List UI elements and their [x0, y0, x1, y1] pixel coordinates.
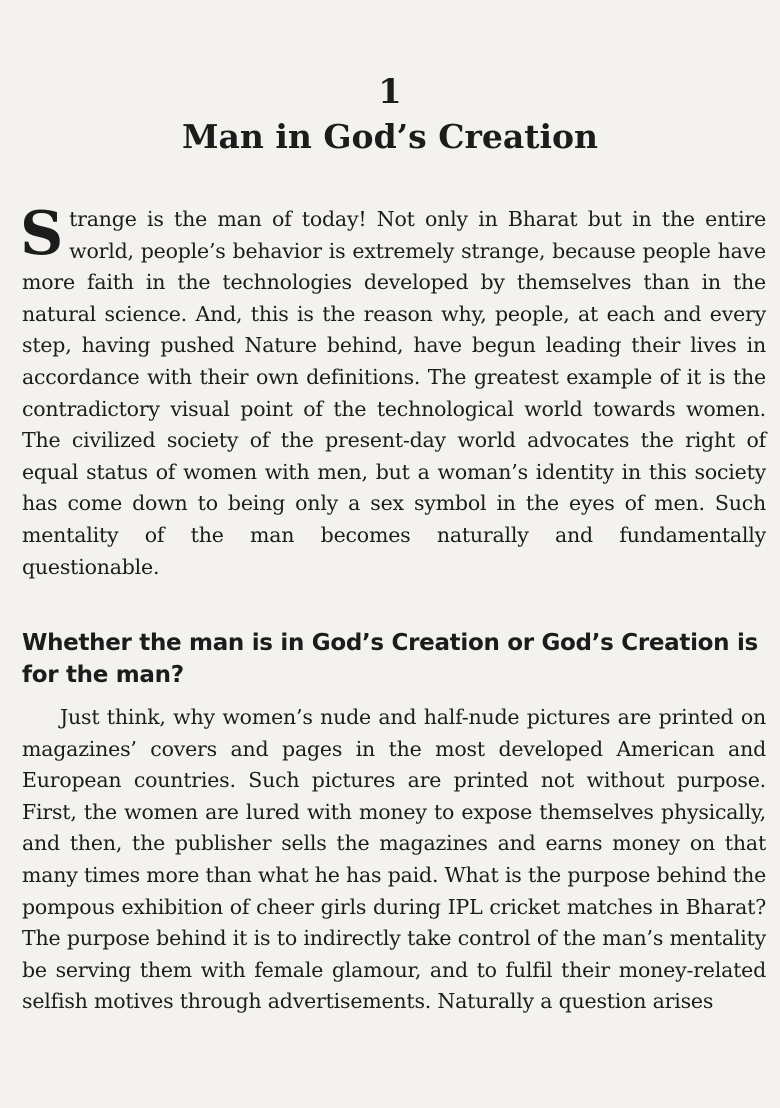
chapter-title: Man in God’s Creation [181, 117, 599, 156]
drop-cap: S [20, 199, 64, 269]
section-heading: Whether the man is in God’s Creation or God’s Creation is for the man? [22, 630, 758, 688]
chapter-number: 1 [378, 72, 402, 112]
intro-text: trange is the man of today! Not only in Bharat but in the entire world, people’s behavior is extremely strange, because people have more faith in the technologies developed by themselves than in the natural science. And, this is the reason why, people, at each and every step, having pushed Nature behind, have begun leading their lives in accordance with their own definitions. The greatest example of it is the contradictory visual point of the technological world towards women. The civilized society of the present-day world advocates the right of equal status of women with men, but a woman’s identity in this society has come down to being only a sex symbol in the eyes of men. Such mentality of the man becomes naturally and fundamentally questionable. [22, 207, 766, 579]
intro-paragraph [20, 199, 766, 583]
section-paragraph: Just think, why women’s nude and half-nude pictures are printed on magazines’ covers and pages in the most developed American and European countries. Such pictures are printed not without purpose. First, the women are lured with money to expose themselves physically, and then, the publisher sells the magazines and earns money on that many times more than what he has paid. What is the purpose behind the pompous exhibition of cheer girls during IPL cricket matches in Bharat? The purpose behind it is to indirectly take control of the man’s mentality be serving them with female glamour, and to fulfil their money-related selfish motives through advertisements. Naturally a question arises [22, 705, 766, 1014]
